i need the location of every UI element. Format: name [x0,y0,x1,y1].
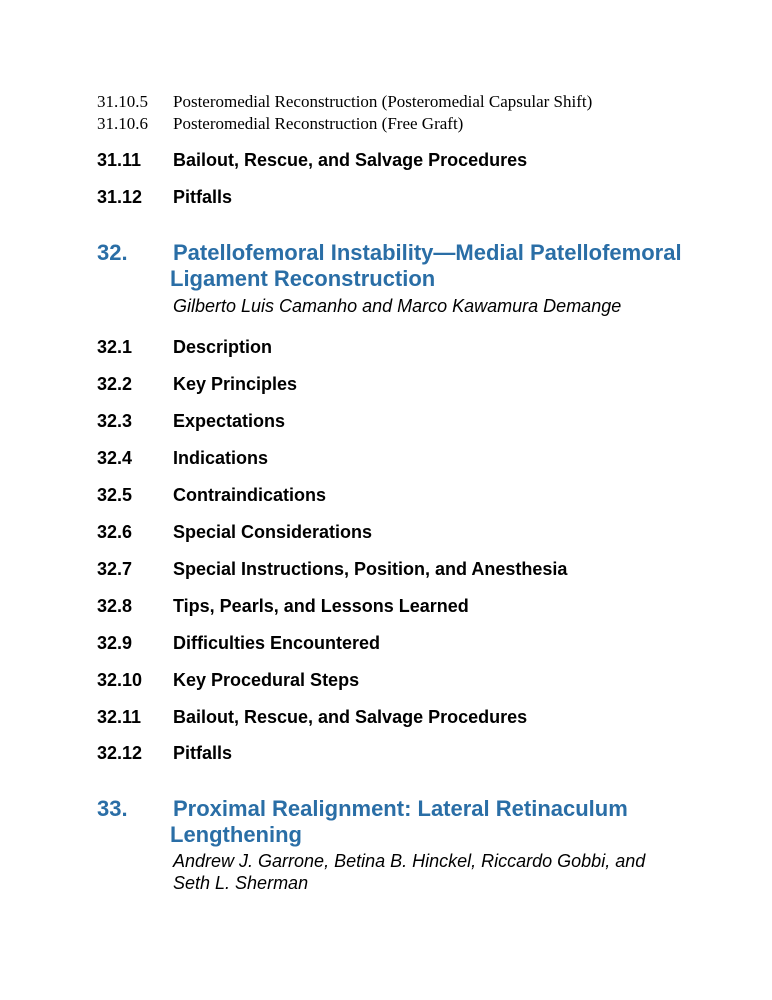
authors-line-1: Andrew J. Garrone, Betina B. Hinckel, Riccardo Gobbi, and [173,851,646,871]
toc-entry-number: 32.11 [97,707,142,727]
toc-entry-number: 31.12 [97,187,143,207]
toc-entry-number: 32.9 [97,633,133,653]
toc-entry-title: Posteromedial Reconstruction (Free Graft) [173,114,464,133]
toc-entry-number: 32.12 [97,743,143,763]
toc-entry-title: Special Considerations [173,522,373,542]
toc-entry-number: 32.6 [97,522,133,542]
toc-entry-title: Bailout, Rescue, and Salvage Procedures [173,150,528,170]
toc-entry-32-1[interactable] [97,336,272,358]
chapter-32-title[interactable] [170,240,730,292]
toc-entry-number: 32.8 [97,596,133,616]
toc-entry-31-11[interactable] [97,149,527,171]
toc-entry-title: Key Principles [173,374,298,394]
toc-entry-number: 32.10 [97,670,143,690]
toc-entry-title: Description [173,337,273,357]
toc-entry-32-2[interactable] [97,373,297,395]
toc-subentry-31-10-5[interactable] [97,92,592,112]
toc-entry-32-3[interactable] [97,410,285,432]
toc-entry-number: 32.4 [97,448,133,468]
chapter-32-number: 32. [97,240,128,265]
toc-entry-title: Indications [173,448,269,468]
toc-entry-title: Bailout, Rescue, and Salvage Procedures [173,707,528,727]
toc-entry-31-12[interactable] [97,186,232,208]
toc-entry-number: 32.7 [97,559,133,579]
chapter-33-authors [173,850,713,894]
toc-entry-number: 31.10.5 [97,92,148,111]
toc-entry-number: 32.2 [97,374,133,394]
chapter-33-title[interactable] [170,796,730,848]
chapter-title-line-1: Proximal Realignment: Lateral Retinaculum [173,796,628,821]
chapter-title-line-2: Ligament Reconstruction [170,266,436,291]
toc-entry-32-10[interactable] [97,669,359,691]
toc-entry-32-4[interactable] [97,447,268,469]
toc-entry-32-12[interactable] [97,742,232,764]
toc-entry-title: Tips, Pearls, and Lessons Learned [173,596,469,616]
toc-entry-number: 32.5 [97,485,133,505]
toc-entry-number: 31.11 [97,150,142,170]
toc-entry-32-11[interactable] [97,706,527,728]
toc-entry-number: 32.3 [97,411,133,431]
toc-entry-32-8[interactable] [97,595,469,617]
chapter-title-line-1: Patellofemoral Instability—Medial Patellofemoral [173,240,682,265]
toc-entry-title: Pitfalls [173,743,233,763]
toc-entry-32-7[interactable] [97,558,567,580]
toc-entry-32-9[interactable] [97,632,380,654]
chapter-title-line-2: Lengthening [170,822,302,847]
toc-entry-number: 32.1 [97,337,133,357]
toc-entry-title: Key Procedural Steps [173,670,360,690]
toc-entry-title: Difficulties Encountered [173,633,381,653]
chapter-32-authors: Gilberto Luis Camanho and Marco Kawamura Demange [173,296,622,316]
toc-entry-title: Expectations [173,411,286,431]
authors-line-2: Seth L. Sherman [173,873,309,893]
toc-entry-32-6[interactable] [97,521,372,543]
toc-entry-title: Pitfalls [173,187,233,207]
toc-entry-title: Contraindications [173,485,327,505]
toc-entry-32-5[interactable] [97,484,326,506]
chapter-33-number: 33. [97,796,128,821]
toc-entry-number: 31.10.6 [97,114,148,133]
toc-subentry-31-10-6[interactable] [97,114,463,134]
toc-entry-title: Special Instructions, Position, and Anesthesia [173,559,568,579]
toc-entry-title: Posteromedial Reconstruction (Posteromedial Capsular Shift) [173,92,593,111]
